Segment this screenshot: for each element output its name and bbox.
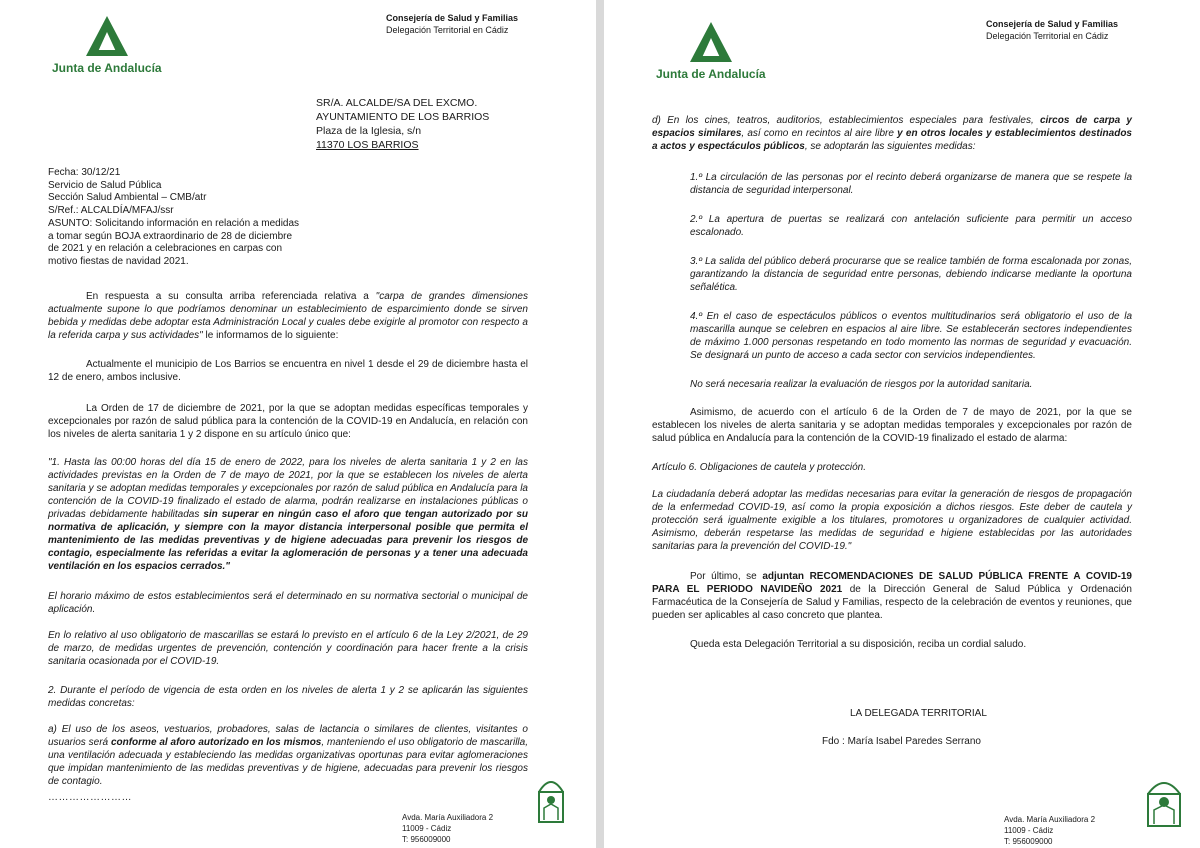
paragraph-aseos (48, 723, 528, 788)
footer-line: T: 956009000 (1004, 837, 1053, 846)
text-run: a) El uso de los aseos, vestuarios, probadores, salas de lactancia o similares de clientes, visitantes o usuarios será (48, 724, 528, 748)
org-delegacion: Delegación Territorial en Cádiz (386, 25, 509, 35)
bold-run: conforme al aforo autorizado en los mismos (110, 737, 322, 748)
text-run: de la Dirección General de Salud Pública y Ordenación Farmacéutica de la Consejería de Salud y Familias, respecto de la celebración de eventos y reuniones, que pueden ser aplicables al caso concreto que plantea. (652, 584, 1132, 621)
logo-text: Junta de Andalucía (52, 61, 162, 75)
paragraph-queda: Queda esta Delegación Territorial a su disposición, reciba un cordial saludo. (690, 639, 1027, 650)
meta-seccion: Sección Salud Ambiental – CMB/atr (48, 192, 207, 204)
paragraph-ultimo (652, 570, 1132, 622)
paragraph-asimismo: Asimismo, de acuerdo con el artículo 6 de la Orden de 7 de mayo de 2021, por la que se establecen los niveles de alerta sanitaria y se adoptan medidas temporales y excepcionales por razón de salud pública en Andalucía para la contención de la COVID-19 finalizado el estado de alarma: (652, 407, 1132, 444)
measure-4: 4.º En el caso de espectáculos públicos o eventos multitudinarios será obligatorio el uso de la mascarilla aunque se celebren en espacios al aire libre. Se establecerán sectores independientes de máximo 1.000 personas respetando en todo momento las normas de seguridad y evacuación. Se designará un punto de acceso a cada sector con servicios independientes. (690, 311, 1132, 361)
footer-line: 11009 - Cádiz (1004, 826, 1054, 835)
address-line: SR/A. ALCALDE/SA DEL EXCMO. (316, 97, 478, 109)
org-consejeria: Consejería de Salud y Familias (986, 19, 1119, 29)
paragraph-nivel: Actualmente el municipio de Los Barrios se encuentra en nivel 1 desde el 29 de diciembre hasta el 12 de enero, ambos inclusive. (48, 359, 528, 383)
address-line: 11370 LOS BARRIOS (316, 139, 419, 151)
meta-fecha: Fecha: 30/12/21 (48, 167, 121, 178)
footer-line: 11009 - Cádiz (402, 824, 452, 833)
junta-logo-icon (82, 14, 132, 60)
paragraph-orden: La Orden de 17 de diciembre de 2021, por la que se adoptan medidas específicas temporales y excepcionales por razón de salud pública para la contención de la COVID-19 en Andalucía, en relación con los niveles de alerta sanitaria 1 y 2 dispone en su artículo único que: (48, 403, 528, 440)
article-6-text: La ciudadanía deberá adoptar las medidas necesarias para evitar la generación de riesgos de propagación de la enfermedad COVID-19, así como la propia exposición a dichos riesgos. Este deber de cautela y protección será igualmente exigible a los titulares, promotores u organizadores de cualquier actividad. Asimismo, deberán respetarse las medidas de seguridad e higiene establecidas por las autoridades sanitarias para la prevención del COVID-19." (652, 489, 1132, 552)
junta-logo-icon (686, 20, 736, 66)
paragraph-consulta (48, 290, 528, 342)
paragraph-horario: El horario máximo de estos establecimientos será el determinado en su normativa sectorial o municipal de aplicación. (48, 591, 528, 615)
footer-line: T: 956009000 (402, 835, 451, 844)
footer-line: Avda. María Auxiliadora 2 (1004, 815, 1096, 824)
text-run: , se adoptarán las siguientes medidas: (804, 141, 976, 152)
bold-run: adjuntan RECOMENDACIONES DE SALUD PÚBLICA FRENTE A COVID-19 PARA EL PERIODO NAVIDEÑO 2021 (652, 571, 1132, 595)
org-header (986, 18, 1118, 42)
text-run: , manteniendo el uso obligatorio de mascarilla, una ventilación adecuada y estableciendo las medidas organizativas oportunas para evitar aglomeraciones que impidan mantenimiento de las medidas preventivas y de higiene, adecuadas para prevenir los riesgos de contagio. (48, 737, 528, 787)
org-header (386, 12, 518, 36)
bold-run: y en otros locales y establecimientos destinados a actos y espectáculos públicos (652, 128, 1132, 152)
org-delegacion: Delegación Territorial en Cádiz (986, 31, 1109, 41)
text-run: Por último, se (690, 571, 763, 582)
junta-andalucia-logo (656, 20, 766, 81)
footer-line: Avda. María Auxiliadora 2 (402, 813, 494, 822)
meta-asunto: de 2021 y en relación a celebraciones en carpas con (48, 243, 283, 255)
bold-run: sin superar en ningún caso el aforo que tengan autorizado por su normativa de aplicación, y siempre con la mayor distancia interpersonal posible que permita el mantenimiento de las medidas preventivas y de higiene adecuadas para prevenir los riesgos de contagio, especialmente las referidas a evitar la aglomeración de personas y a tener una adecuada ventilación en los espacios cerrados." (48, 509, 528, 572)
separator-dots: …………………… (48, 792, 132, 803)
letter-page-1 (0, 0, 596, 848)
meta-servicio: Servicio de Salud Pública (48, 179, 162, 191)
letter-page-2 (604, 0, 1200, 848)
measure-1: 1.º La circulación de las personas por el recinto deberá organizarse de manera que se respete la distancia de seguridad interpersonal. (690, 172, 1132, 196)
footer-address (402, 812, 493, 845)
org-consejeria: Consejería de Salud y Familias (386, 13, 519, 23)
andalucia-seal-icon (536, 770, 566, 826)
paragraph-medidas-concretas: 2. Durante el período de vigencia de esta orden en los niveles de alerta 1 y 2 se aplicarán las siguientes medidas concretas: (48, 685, 528, 709)
paragraph-cines (652, 114, 1132, 153)
text-run: En respuesta a su consulta arriba referenciada relativa a (86, 291, 376, 302)
junta-andalucia-logo (52, 14, 162, 75)
text-run: d) En los cines, teatros, auditorios, establecimientos especiales para festivales, (652, 115, 1040, 126)
text-run: le informamos de lo siguiente: (202, 330, 339, 341)
paragraph-articulo-unico (48, 456, 528, 573)
address-line: Plaza de la Iglesia, s/n (316, 125, 422, 137)
andalucia-seal-icon (1144, 770, 1184, 830)
logo-text: Junta de Andalucía (656, 67, 766, 81)
bold-run: circos de carpa y espacios similares (652, 115, 1132, 139)
meta-asunto: motivo fiestas de navidad 2021. (48, 255, 189, 267)
signature-title: LA DELEGADA TERRITORIAL (850, 708, 987, 719)
footer-address (1004, 814, 1095, 847)
article-6-title: Artículo 6. Obligaciones de cautela y protección. (652, 462, 867, 473)
recipient-address (316, 96, 576, 152)
paragraph-mascarillas: En lo relativo al uso obligatorio de mascarillas se estará lo previsto en el artículo 6 de la Ley 2/2021, de 29 de marzo, de medidas urgentes de prevención, contención y coordinación para hacer frente a la crisis sanitaria ocasionada por el COVID-19. (48, 630, 528, 667)
meta-sref: S/Ref.: ALCALDÍA/MFAJ/ssr (48, 205, 174, 217)
text-run: "1. Hasta las 00:00 horas del día 15 de enero de 2022, para los niveles de alerta sanitaria 1 y 2 en las actividades previstas en la Orden de 7 de mayo de 2021, por la que se establecen los niveles de alerta sanitaria y se adoptan medidas temporales y excepcionales por razón de salud pública en Andalucía para la contención de la COVID-19 finalizado el estado de alarma, podrán realizarse en instalaciones públicas o privadas debidamente habilitadas (48, 457, 528, 520)
meta-asunto: a tomar según BOJA extraordinario de 28 de diciembre (48, 230, 293, 242)
measure-5: No será necesaria realizar la evaluación de riesgos por la autoridad sanitaria. (690, 379, 1033, 390)
signature-name: Fdo : María Isabel Paredes Serrano (822, 736, 981, 747)
address-line: AYUNTAMIENTO DE LOS BARRIOS (316, 111, 490, 123)
meta-asunto: ASUNTO: Solicitando información en relación a medidas (48, 217, 300, 229)
letter-meta (48, 167, 348, 269)
quoted-query: "carpa de grandes dimensiones actualmente supone lo que podríamos denominar un establecimiento de esparcimiento donde se sirven bebida y medidas debe adoptar esta Administración Local y cuales debe exigirle al promotor con respecto a la referida carpa y sus actividades" (48, 291, 528, 341)
measure-3: 3.º La salida del público deberá procurarse que se realice también de forma escalonada por zonas, garantizando la distancia de seguridad entre personas, debiendo indicarse mediante la oportuna señalética. (690, 256, 1132, 293)
text-run: , así como en recintos al aire libre (741, 128, 898, 139)
measure-2: 2.º La apertura de puertas se realizará con antelación suficiente para permitir un acceso escalonado. (690, 214, 1132, 238)
